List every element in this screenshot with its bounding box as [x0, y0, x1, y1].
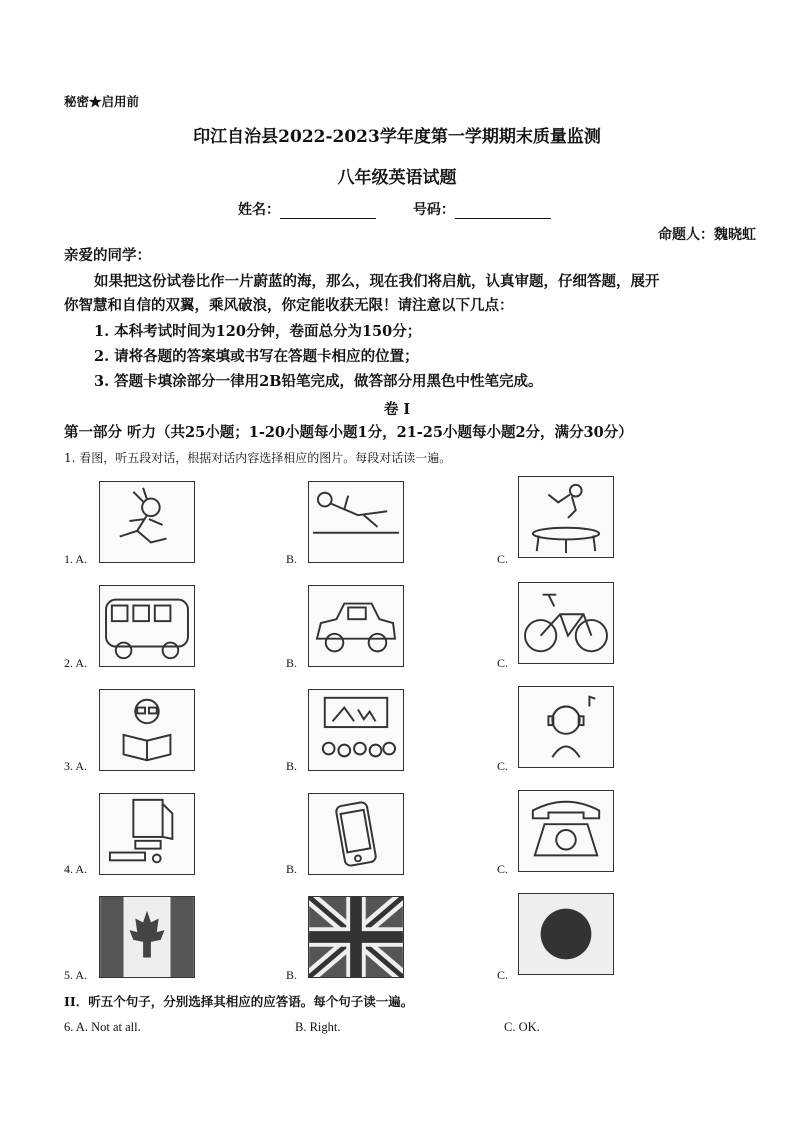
q2-option-b-label: B.: [286, 656, 298, 670]
music-girl-picture: [518, 686, 614, 768]
telephone-picture: [518, 790, 614, 872]
part1-instruction: 1. 看图，听五段对话，根据对话内容选择相应的图片。每段对话读一遍。: [64, 451, 452, 465]
q6-option-c: C. OK.: [504, 1020, 540, 1034]
intro-line-1: 如果把这份试卷比作一片蔚蓝的海，那么，现在我们将启航，认真审题，仔细答题，展开: [94, 273, 660, 290]
q5-option-c-label: C.: [497, 968, 509, 982]
q6-option-a: 6. A. Not at all.: [64, 1020, 141, 1034]
q3-option-c-label: C.: [497, 759, 509, 773]
q6-option-b: B. Right.: [295, 1020, 341, 1034]
intro-line-2: 你智慧和自信的双翼，乘风破浪，你定能收获无限！请注意以下几点：: [64, 297, 514, 314]
exam-title: 印江自治县2022-2023学年度第一学期期末质量监测: [193, 127, 601, 147]
japan-flag-picture: [518, 893, 614, 975]
note-3: 3. 答题卡填涂部分一律用2B铅笔完成，做答部分用黑色中性笔完成。: [94, 373, 543, 390]
canada-flag-picture: [99, 896, 195, 978]
note-2: 2. 请将各题的答案填或书写在答题卡相应的位置；: [94, 348, 419, 365]
q1-option-c-label: C.: [497, 552, 509, 566]
q4-option-a-label: 4. A.: [64, 862, 88, 876]
section2-heading: II．听五个句子，分别选择其相应的应答语。每个句子读一遍。: [64, 994, 414, 1009]
computer-picture: [99, 793, 195, 875]
name-label: 姓名：: [238, 202, 280, 218]
high-jump-picture: [308, 481, 404, 563]
q3-option-a-label: 3. A.: [64, 759, 88, 773]
note-1: 1. 本科考试时间为120分钟，卷面总分为150分；: [94, 323, 422, 340]
number-label: 号码：: [412, 202, 455, 218]
cinema-picture: [308, 689, 404, 771]
q4-option-c-label: C.: [497, 862, 509, 876]
q5-option-b-label: B.: [286, 968, 298, 982]
name-number-row: [238, 199, 583, 219]
q3-option-b-label: B.: [286, 759, 298, 773]
uk-flag-picture: [308, 896, 404, 978]
author-line: 命题人：魏晓虹: [658, 227, 756, 243]
bicycle-picture: [518, 582, 614, 664]
mobile-phone-picture: [308, 793, 404, 875]
volume-heading: 卷 I: [383, 401, 411, 418]
confidential-mark: 秘密★启用前: [64, 94, 140, 109]
q2-option-a-label: 2. A.: [64, 656, 88, 670]
q1-option-a-label: 1. A.: [64, 552, 88, 566]
q5-option-a-label: 5. A.: [64, 968, 88, 982]
exam-subtitle: 八年级英语试题: [337, 168, 457, 188]
bus-picture: [99, 585, 195, 667]
q2-option-c-label: C.: [497, 656, 509, 670]
trampoline-picture: [518, 476, 614, 558]
name-blank: [280, 204, 376, 219]
long-jump-picture: [99, 481, 195, 563]
greeting: 亲爱的同学：: [64, 247, 151, 264]
q4-option-b-label: B.: [286, 862, 298, 876]
q1-option-b-label: B.: [286, 552, 298, 566]
part1-heading: 第一部分 听力（共25小题；1-20小题每小题1分，21-25小题每小题2分，满分30分）: [64, 424, 633, 441]
reading-boy-picture: [99, 689, 195, 771]
car-picture: [308, 585, 404, 667]
number-blank: [455, 204, 551, 219]
